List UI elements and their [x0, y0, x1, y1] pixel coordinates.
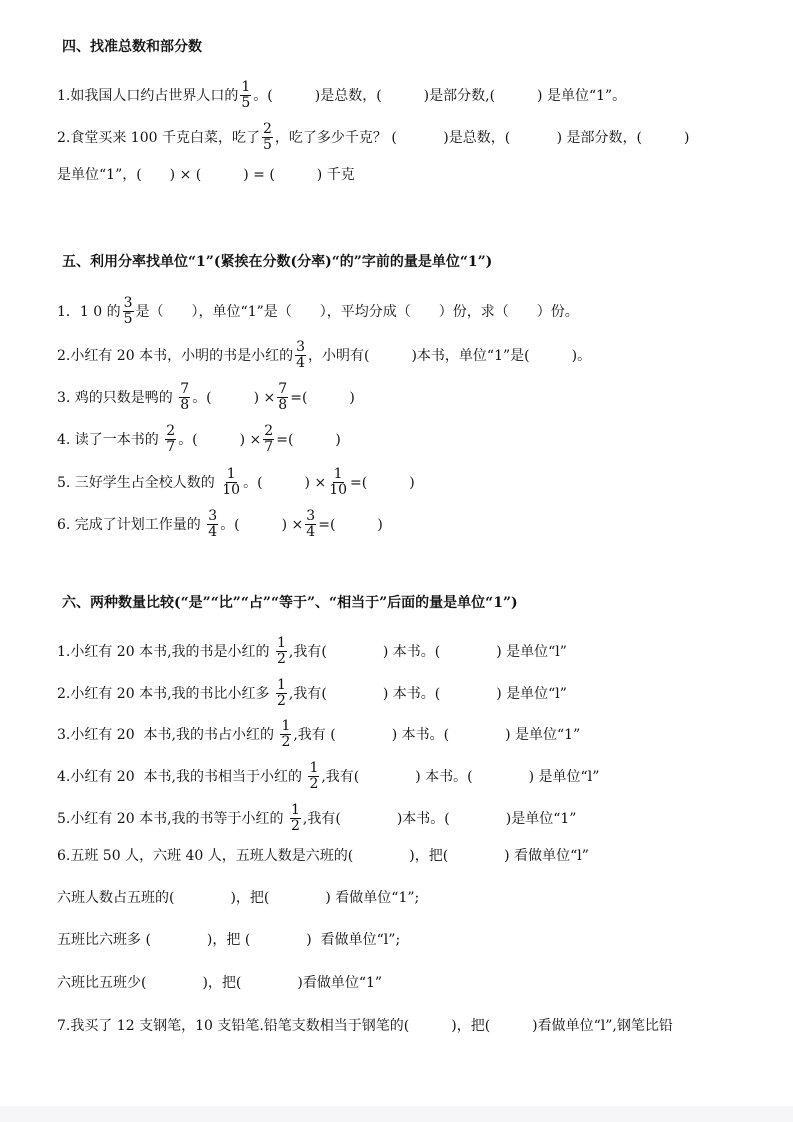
- fraction-denominator: 7: [264, 439, 274, 455]
- fraction: [165, 424, 176, 455]
- fraction: [263, 424, 274, 455]
- fraction: [308, 761, 319, 792]
- question-line: [57, 719, 580, 750]
- fraction: [328, 467, 348, 498]
- section-heading: [62, 38, 202, 56]
- fraction-numerator: 7: [180, 381, 190, 397]
- text-segment: 。( ) ×: [178, 431, 262, 448]
- text-segment: 5.小红有 20 本书,我的书等于小红的: [57, 810, 288, 827]
- fraction-denominator: 2: [276, 693, 286, 709]
- question-line: [57, 467, 415, 498]
- section-heading: [62, 594, 518, 612]
- fraction-denominator: 2: [290, 818, 300, 834]
- fraction: [277, 382, 288, 413]
- fraction: [179, 382, 190, 413]
- question-line: [57, 122, 689, 153]
- text-segment: 。( ) ×: [192, 389, 276, 406]
- question-line: [57, 296, 579, 327]
- question-line: [57, 340, 591, 371]
- text-segment: 。( ) ×: [220, 516, 304, 533]
- section-heading: [62, 253, 492, 271]
- text-segment: ,我有( ) 本书。( ) 是单位“l”: [321, 768, 600, 785]
- question-line: [57, 803, 576, 834]
- question-line: [57, 761, 599, 792]
- text-segment: 四、找准总数和部分数: [62, 39, 202, 55]
- text-segment: ,我有 ( ) 本书。( ) 是单位“1”: [293, 726, 581, 743]
- fraction-numerator: 3: [296, 339, 305, 355]
- text-segment: 。( )是总数，( )是部分数,( ) 是单位“1”。: [253, 87, 627, 104]
- fraction: [290, 803, 301, 834]
- fraction: [276, 636, 287, 667]
- fraction-numerator: 3: [208, 508, 218, 524]
- text-segment: ,我有( )本书。( )是单位“1”: [302, 810, 577, 827]
- question-line: [57, 847, 589, 865]
- fraction-denominator: 2: [309, 776, 319, 792]
- question-line: [57, 166, 355, 184]
- question-line: [57, 889, 419, 907]
- page-footer-band: [0, 1106, 793, 1122]
- fraction-numerator: 1: [276, 677, 286, 693]
- question-line: [57, 80, 626, 111]
- text-segment: 1.小红有 20 本书,我的书是小红的: [57, 643, 274, 660]
- fraction-numerator: 1: [281, 718, 291, 734]
- text-segment: 4.小红有 20 本书,我的书相当于小红的: [57, 768, 307, 785]
- fraction-denominator: 8: [278, 397, 288, 413]
- text-segment: 4. 读了一本书的: [57, 431, 164, 448]
- text-segment: 6.五班 50 人，六班 40 人，五班人数是六班的( )，把( ) 看做单位“l”: [57, 848, 589, 864]
- fraction-numerator: 1: [226, 466, 236, 482]
- text-segment: 是单位“1”，( ) × ( ) = ( ) 千克: [57, 167, 355, 183]
- text-segment: ，小明有( )本书，单位“1”是( )。: [308, 347, 592, 364]
- text-segment: =( ): [276, 431, 341, 448]
- fraction-numerator: 1: [241, 79, 251, 95]
- fraction-denominator: 4: [296, 355, 305, 371]
- question-line: [57, 382, 355, 413]
- text-segment: =( ): [318, 516, 383, 533]
- text-segment: ,我有( ) 本书。( ) 是单位“l”: [288, 685, 567, 702]
- fraction-numerator: 3: [306, 508, 316, 524]
- fraction: [280, 719, 291, 750]
- fraction-numerator: 1: [309, 760, 319, 776]
- fraction: [207, 509, 218, 540]
- question-line: [57, 974, 382, 992]
- fraction: [123, 296, 134, 327]
- text-segment: =( ): [350, 474, 415, 491]
- text-segment: 2.小红有 20 本书,我的书比小红多: [57, 685, 274, 702]
- fraction-numerator: 2: [166, 423, 176, 439]
- fraction: [305, 509, 316, 540]
- fraction-numerator: 1: [276, 635, 286, 651]
- text-segment: =( ): [290, 389, 355, 406]
- fraction-numerator: 1: [290, 802, 300, 818]
- fraction-denominator: 10: [222, 482, 241, 498]
- question-line: [57, 678, 567, 709]
- fraction: [262, 122, 273, 153]
- fraction-numerator: 3: [123, 295, 133, 311]
- text-segment: 2.小红有 20 本书，小明的书是小红的: [57, 347, 294, 364]
- fraction-denominator: 5: [241, 95, 251, 111]
- fraction-numerator: 7: [278, 381, 288, 397]
- fraction: [295, 340, 306, 371]
- fraction-denominator: 4: [208, 524, 218, 540]
- question-line: [57, 1017, 673, 1035]
- text-segment: 3. 鸡的只数是鸭的: [57, 389, 178, 406]
- fraction-denominator: 10: [329, 482, 348, 498]
- question-line: [57, 636, 567, 667]
- fraction: [240, 80, 251, 111]
- text-segment: 六班人数占五班的( )，把( ) 看做单位“1”;: [57, 890, 420, 906]
- question-line: [57, 424, 341, 455]
- text-segment: 1．1 0 的: [57, 303, 121, 320]
- question-line: [57, 931, 400, 949]
- fraction-denominator: 8: [180, 397, 190, 413]
- fraction-denominator: 7: [166, 439, 176, 455]
- fraction: [221, 467, 241, 498]
- text-segment: 5. 三好学生占全校人数的: [57, 474, 220, 491]
- fraction: [276, 678, 287, 709]
- fraction-numerator: 2: [262, 121, 272, 137]
- fraction-denominator: 5: [123, 311, 133, 327]
- text-segment: 六、两种数量比较(“是”“比”“占”“等于”、“相当于”后面的量是单位“1”): [62, 595, 518, 611]
- text-segment: 六班比五班少( )，把( )看做单位“1”: [57, 975, 383, 991]
- text-segment: ,我有( ) 本书。( ) 是单位“l”: [288, 643, 567, 660]
- text-segment: 3.小红有 20 本书,我的书占小红的: [57, 726, 279, 743]
- text-segment: 7.我买了 12 支钢笔，10 支铅笔.铅笔支数相当于钢笔的( )，把( )看做单位“l”,钢笔比铅: [57, 1018, 673, 1034]
- fraction-numerator: 1: [333, 466, 343, 482]
- text-segment: 2.食堂买来 100 千克白菜，吃了: [57, 129, 260, 146]
- text-segment: 。( ) ×: [243, 474, 327, 491]
- text-segment: 1.如我国人口约占世界人口的: [57, 87, 239, 104]
- text-segment: 五、利用分率找单位“1”(紧挨在分数(分率)“的”字前的量是单位“1”): [62, 254, 493, 270]
- fraction-denominator: 4: [306, 524, 316, 540]
- text-segment: 是（ ），单位“1”是（ ），平均分成（ ）份，求（ ）份。: [135, 303, 579, 320]
- question-line: [57, 509, 383, 540]
- text-segment: 五班比六班多 ( )，把 ( ) 看做单位“l”;: [57, 932, 401, 948]
- text-segment: 6. 完成了计划工作量的: [57, 516, 206, 533]
- fraction-denominator: 2: [276, 651, 286, 667]
- fraction-numerator: 2: [264, 423, 274, 439]
- fraction-denominator: 2: [281, 734, 291, 750]
- fraction-denominator: 5: [262, 137, 272, 153]
- text-segment: ，吃了多少千克？ ( )是总数，( ) 是部分数，( ): [274, 129, 690, 146]
